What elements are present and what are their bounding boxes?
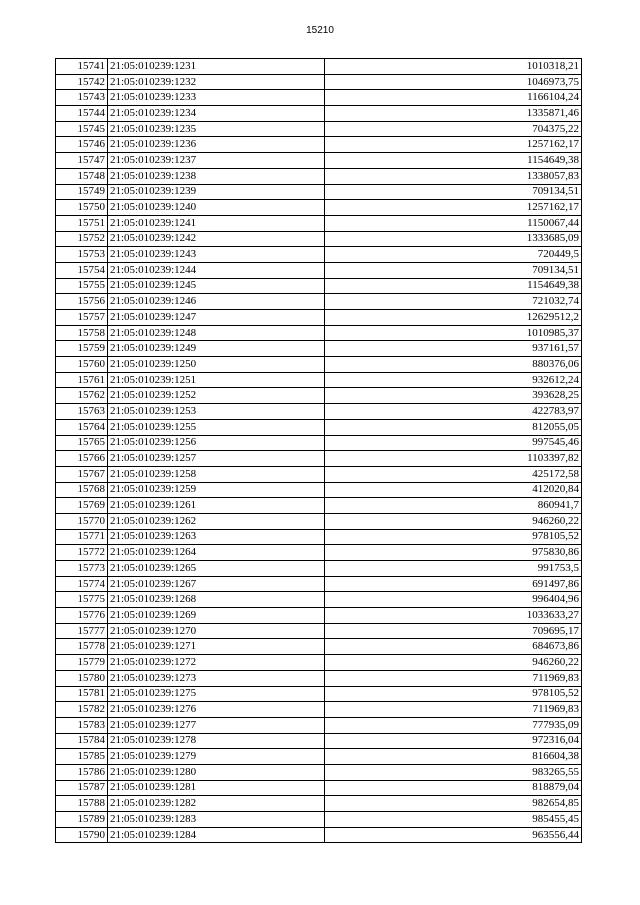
table-row (56, 561, 582, 577)
cadastral-number-cell: 21:05:010239:1234 (108, 106, 325, 122)
cadastral-value-cell: 860941,7 (325, 498, 582, 514)
cadastral-value-cell: 1103397,82 (325, 451, 582, 467)
cadastral-number-cell: 21:05:010239:1262 (108, 513, 325, 529)
cadastral-value-cell: 978105,52 (325, 686, 582, 702)
cadastral-value-cell: 1154649,38 (325, 153, 582, 169)
cadastral-number-cell: 21:05:010239:1232 (108, 74, 325, 90)
table-row (56, 592, 582, 608)
table-row (56, 231, 582, 247)
cadastral-value-cell: 946260,22 (325, 655, 582, 671)
cadastral-value-cell: 393628,25 (325, 388, 582, 404)
cadastral-number-cell: 21:05:010239:1280 (108, 764, 325, 780)
row-number-cell: 15761 (56, 372, 108, 388)
table-row (56, 419, 582, 435)
table-row (56, 482, 582, 498)
table-row (56, 623, 582, 639)
cadastral-value-cell: 711969,83 (325, 670, 582, 686)
cadastral-value-cell: 975830,86 (325, 545, 582, 561)
table-row (56, 498, 582, 514)
table-row (56, 812, 582, 828)
table-row (56, 670, 582, 686)
table-row (56, 74, 582, 90)
cadastral-number-cell: 21:05:010239:1251 (108, 372, 325, 388)
cadastral-value-cell: 709134,51 (325, 262, 582, 278)
cadastral-number-cell: 21:05:010239:1235 (108, 121, 325, 137)
cadastral-value-cell: 972316,04 (325, 733, 582, 749)
table-row (56, 733, 582, 749)
cadastral-number-cell: 21:05:010239:1283 (108, 812, 325, 828)
cadastral-number-cell: 21:05:010239:1255 (108, 419, 325, 435)
table-row (56, 215, 582, 231)
cadastral-value-cell: 1257162,17 (325, 137, 582, 153)
row-number-cell: 15763 (56, 404, 108, 420)
row-number-cell: 15775 (56, 592, 108, 608)
row-number-cell: 15766 (56, 451, 108, 467)
table-row (56, 639, 582, 655)
cadastral-value-cell: 721032,74 (325, 294, 582, 310)
cadastral-number-cell: 21:05:010239:1236 (108, 137, 325, 153)
table-row (56, 545, 582, 561)
table-row (56, 529, 582, 545)
table-row (56, 827, 582, 843)
cadastral-number-cell: 21:05:010239:1242 (108, 231, 325, 247)
table-row (56, 717, 582, 733)
row-number-cell: 15749 (56, 184, 108, 200)
table-row (56, 59, 582, 75)
row-number-cell: 15751 (56, 215, 108, 231)
row-number-cell: 15757 (56, 310, 108, 326)
table-row (56, 749, 582, 765)
cadastral-number-cell: 21:05:010239:1247 (108, 310, 325, 326)
row-number-cell: 15748 (56, 168, 108, 184)
table-row (56, 435, 582, 451)
table-row (56, 106, 582, 122)
row-number-cell: 15758 (56, 325, 108, 341)
table-row (56, 451, 582, 467)
cadastral-number-cell: 21:05:010239:1272 (108, 655, 325, 671)
cadastral-value-cell: 978105,52 (325, 529, 582, 545)
row-number-cell: 15760 (56, 357, 108, 373)
row-number-cell: 15755 (56, 278, 108, 294)
cadastral-value-cell: 985455,45 (325, 812, 582, 828)
table-row (56, 90, 582, 106)
row-number-cell: 15741 (56, 59, 108, 75)
cadastral-value-cell: 1046973,75 (325, 74, 582, 90)
cadastral-value-cell: 1010985,37 (325, 325, 582, 341)
cadastral-number-cell: 21:05:010239:1265 (108, 561, 325, 577)
table-row (56, 388, 582, 404)
row-number-cell: 15754 (56, 262, 108, 278)
cadastral-number-cell: 21:05:010239:1259 (108, 482, 325, 498)
cadastral-number-cell: 21:05:010239:1268 (108, 592, 325, 608)
cadastral-number-cell: 21:05:010239:1275 (108, 686, 325, 702)
cadastral-value-cell: 982654,85 (325, 796, 582, 812)
row-number-cell: 15753 (56, 247, 108, 263)
cadastral-number-cell: 21:05:010239:1257 (108, 451, 325, 467)
row-number-cell: 15762 (56, 388, 108, 404)
cadastral-number-cell: 21:05:010239:1279 (108, 749, 325, 765)
cadastral-number-cell: 21:05:010239:1245 (108, 278, 325, 294)
row-number-cell: 15790 (56, 827, 108, 843)
cadastral-number-cell: 21:05:010239:1270 (108, 623, 325, 639)
cadastral-value-cell: 422783,97 (325, 404, 582, 420)
cadastral-value-cell: 946260,22 (325, 513, 582, 529)
cadastral-number-cell: 21:05:010239:1248 (108, 325, 325, 341)
cadastral-value-cell: 963556,44 (325, 827, 582, 843)
row-number-cell: 15785 (56, 749, 108, 765)
table-row (56, 278, 582, 294)
table-row (56, 796, 582, 812)
cadastral-number-cell: 21:05:010239:1233 (108, 90, 325, 106)
page-number: 15210 (306, 25, 334, 36)
cadastral-value-cell: 1335871,46 (325, 106, 582, 122)
cadastral-value-cell: 1166104,24 (325, 90, 582, 106)
table-row (56, 168, 582, 184)
table-row (56, 341, 582, 357)
cadastral-number-cell: 21:05:010239:1263 (108, 529, 325, 545)
row-number-cell: 15765 (56, 435, 108, 451)
row-number-cell: 15781 (56, 686, 108, 702)
cadastral-value-cell: 991753,5 (325, 561, 582, 577)
cadastral-value-cell: 880376,06 (325, 357, 582, 373)
table-row (56, 686, 582, 702)
table-row (56, 655, 582, 671)
table-row (56, 184, 582, 200)
cadastral-number-cell: 21:05:010239:1258 (108, 466, 325, 482)
cadastral-value-cell: 818879,04 (325, 780, 582, 796)
row-number-cell: 15743 (56, 90, 108, 106)
cadastral-number-cell: 21:05:010239:1256 (108, 435, 325, 451)
cadastral-number-cell: 21:05:010239:1282 (108, 796, 325, 812)
table-row (56, 294, 582, 310)
cadastral-number-cell: 21:05:010239:1240 (108, 200, 325, 216)
row-number-cell: 15780 (56, 670, 108, 686)
cadastral-value-cell: 704375,22 (325, 121, 582, 137)
cadastral-number-cell: 21:05:010239:1277 (108, 717, 325, 733)
cadastral-value-cell: 997545,46 (325, 435, 582, 451)
table-row (56, 513, 582, 529)
cadastral-value-cell: 709695,17 (325, 623, 582, 639)
cadastral-number-cell: 21:05:010239:1269 (108, 608, 325, 624)
row-number-cell: 15779 (56, 655, 108, 671)
row-number-cell: 15770 (56, 513, 108, 529)
cadastral-value-cell: 691497,86 (325, 576, 582, 592)
row-number-cell: 15778 (56, 639, 108, 655)
table-row (56, 310, 582, 326)
cadastral-number-cell: 21:05:010239:1238 (108, 168, 325, 184)
cadastral-number-cell: 21:05:010239:1249 (108, 341, 325, 357)
cadastral-value-cell: 1010318,21 (325, 59, 582, 75)
row-number-cell: 15759 (56, 341, 108, 357)
table-body (56, 59, 582, 843)
table-row (56, 247, 582, 263)
table-row (56, 153, 582, 169)
row-number-cell: 15767 (56, 466, 108, 482)
cadastral-value-cell: 932612,24 (325, 372, 582, 388)
table-row (56, 404, 582, 420)
cadastral-number-cell: 21:05:010239:1237 (108, 153, 325, 169)
row-number-cell: 15768 (56, 482, 108, 498)
cadastral-value-cell: 1033633,27 (325, 608, 582, 624)
row-number-cell: 15747 (56, 153, 108, 169)
cadastral-value-cell: 709134,51 (325, 184, 582, 200)
cadastral-value-cell: 777935,09 (325, 717, 582, 733)
cadastral-number-cell: 21:05:010239:1264 (108, 545, 325, 561)
cadastral-number-cell: 21:05:010239:1241 (108, 215, 325, 231)
row-number-cell: 15746 (56, 137, 108, 153)
row-number-cell: 15784 (56, 733, 108, 749)
cadastral-number-cell: 21:05:010239:1271 (108, 639, 325, 655)
row-number-cell: 15742 (56, 74, 108, 90)
table-row (56, 137, 582, 153)
row-number-cell: 15744 (56, 106, 108, 122)
cadastral-number-cell: 21:05:010239:1284 (108, 827, 325, 843)
row-number-cell: 15774 (56, 576, 108, 592)
table-row (56, 262, 582, 278)
cadastral-value-cell: 684673,86 (325, 639, 582, 655)
table-row (56, 702, 582, 718)
cadastral-number-cell: 21:05:010239:1231 (108, 59, 325, 75)
cadastral-number-cell: 21:05:010239:1250 (108, 357, 325, 373)
row-number-cell: 15771 (56, 529, 108, 545)
row-number-cell: 15789 (56, 812, 108, 828)
cadastral-number-cell: 21:05:010239:1252 (108, 388, 325, 404)
row-number-cell: 15756 (56, 294, 108, 310)
cadastral-number-cell: 21:05:010239:1253 (108, 404, 325, 420)
cadastral-value-cell: 1333685,09 (325, 231, 582, 247)
cadastral-number-cell: 21:05:010239:1267 (108, 576, 325, 592)
cadastral-value-table (55, 58, 582, 843)
row-number-cell: 15776 (56, 608, 108, 624)
table-row (56, 780, 582, 796)
cadastral-number-cell: 21:05:010239:1244 (108, 262, 325, 278)
cadastral-value-cell: 720449,5 (325, 247, 582, 263)
cadastral-value-cell: 1150067,44 (325, 215, 582, 231)
row-number-cell: 15783 (56, 717, 108, 733)
cadastral-number-cell: 21:05:010239:1239 (108, 184, 325, 200)
cadastral-value-cell: 1257162,17 (325, 200, 582, 216)
row-number-cell: 15764 (56, 419, 108, 435)
row-number-cell: 15786 (56, 764, 108, 780)
cadastral-number-cell: 21:05:010239:1246 (108, 294, 325, 310)
row-number-cell: 15773 (56, 561, 108, 577)
cadastral-value-cell: 812055,05 (325, 419, 582, 435)
table-row (56, 325, 582, 341)
row-number-cell: 15772 (56, 545, 108, 561)
table-row (56, 608, 582, 624)
row-number-cell: 15745 (56, 121, 108, 137)
table-row (56, 764, 582, 780)
table-row (56, 466, 582, 482)
cadastral-number-cell: 21:05:010239:1261 (108, 498, 325, 514)
cadastral-number-cell: 21:05:010239:1276 (108, 702, 325, 718)
row-number-cell: 15787 (56, 780, 108, 796)
cadastral-number-cell: 21:05:010239:1273 (108, 670, 325, 686)
cadastral-value-cell: 425172,58 (325, 466, 582, 482)
table-row (56, 121, 582, 137)
cadastral-number-cell: 21:05:010239:1278 (108, 733, 325, 749)
cadastral-value-cell: 816604,38 (325, 749, 582, 765)
cadastral-value-cell: 12629512,2 (325, 310, 582, 326)
row-number-cell: 15750 (56, 200, 108, 216)
cadastral-value-cell: 1338057,83 (325, 168, 582, 184)
cadastral-value-cell: 937161,57 (325, 341, 582, 357)
cadastral-number-cell: 21:05:010239:1243 (108, 247, 325, 263)
table-row (56, 372, 582, 388)
table-row (56, 357, 582, 373)
cadastral-value-cell: 996404,96 (325, 592, 582, 608)
row-number-cell: 15777 (56, 623, 108, 639)
cadastral-value-cell: 412020,84 (325, 482, 582, 498)
cadastral-number-cell: 21:05:010239:1281 (108, 780, 325, 796)
cadastral-value-cell: 1154649,38 (325, 278, 582, 294)
cadastral-value-cell: 711969,83 (325, 702, 582, 718)
table-row (56, 576, 582, 592)
row-number-cell: 15782 (56, 702, 108, 718)
cadastral-value-cell: 983265,55 (325, 764, 582, 780)
table-row (56, 200, 582, 216)
row-number-cell: 15752 (56, 231, 108, 247)
row-number-cell: 15769 (56, 498, 108, 514)
row-number-cell: 15788 (56, 796, 108, 812)
